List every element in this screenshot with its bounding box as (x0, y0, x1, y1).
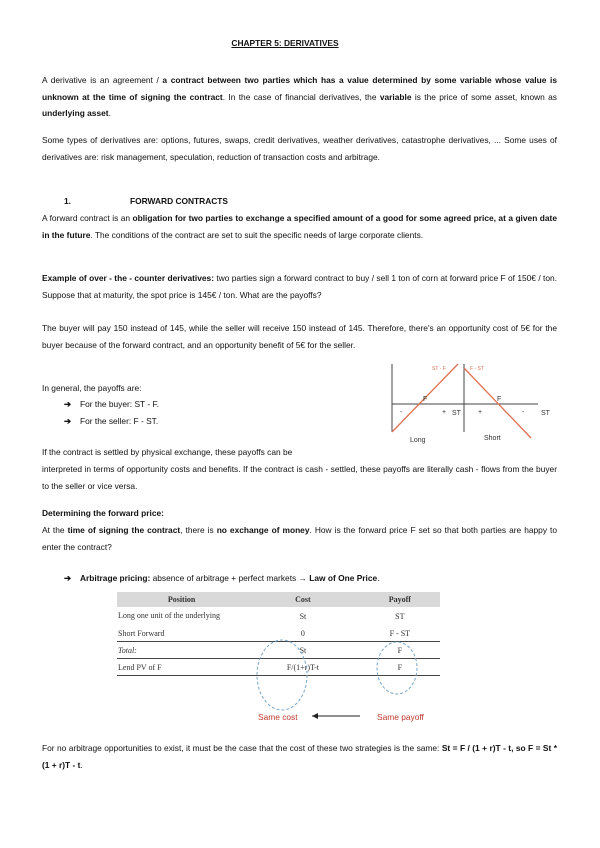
same-payoff-circle (377, 642, 417, 694)
text: . (108, 108, 111, 119)
same-payoff-label: Same payoff (377, 712, 424, 722)
text-bold: Example of over - the - counter derivatives: (42, 273, 215, 283)
text: At the (42, 525, 68, 535)
text: , there is (180, 525, 217, 535)
text: A forward contract is an (42, 213, 133, 223)
table-cell: Lend PV of F (117, 659, 246, 676)
text: absence of arbitrage + perfect markets → (150, 573, 310, 583)
heading-number: 1. (64, 196, 71, 206)
subheading: Determining the forward price: (42, 508, 164, 518)
text-bold: Law of One Price (309, 573, 378, 583)
heading-label: FORWARD CONTRACTS (130, 196, 229, 206)
axis-label: ST (541, 410, 550, 417)
table-cell: St (246, 642, 359, 659)
arrow-icon: ➔ (64, 416, 72, 426)
table-cell: Total: (117, 642, 246, 659)
plus-sign: + (442, 409, 447, 416)
minus-sign: - (522, 409, 525, 416)
paragraph-settlement-1: If the contract is settled by physical exchange, these payoffs can be (42, 447, 293, 457)
table-cell: F - ST (360, 625, 440, 642)
paragraph-types: Some types of derivatives are: options, futures, swaps, credit derivatives, weather derivatives, catastrophe derivatives, ... Some uses of derivatives are: risk management, speculation, reduction of transaction costs and arbitrage. (42, 135, 557, 162)
text: . How is the forward price F set so that both parties are happy to enter the contract? (42, 525, 558, 552)
table-cell: F/(1+r)T-t (246, 659, 359, 676)
paragraph-general: In general, the payoffs are: (42, 383, 142, 393)
text-bold: Arbitrage pricing: (80, 573, 151, 583)
header-cell: Payoff (360, 592, 440, 607)
short-caption: Short (484, 435, 501, 442)
table-cell: F (360, 642, 440, 659)
formula: St = F / (1 + r)T - t, so F = St * (1 + r)T - t (42, 743, 557, 770)
table-cell: 0 (246, 625, 359, 642)
header-cell: Cost (246, 592, 359, 607)
text-bold: variable (379, 91, 412, 102)
bullet-text: For the seller: F - ST. (80, 416, 159, 426)
text-bold: obligation for two parties to exchange a specified amount of a good for some agreed price, at a given date in the future (42, 213, 557, 240)
text-bold: a contract between two parties which has a value determined by some variable whose value is unknown at the time of signing the contract (42, 75, 557, 102)
bullet-text: For the buyer: ST - F. (80, 399, 159, 409)
table-cell: Short Forward (117, 625, 246, 642)
page-title: CHAPTER 5: DERIVATIVES (231, 38, 339, 48)
paragraph-buyer: The buyer will pay 150 instead of 145, while the seller will receive 150 instead of 145. Therefore, there's an opportunity cost of 5€ for the buyer because of the forward contract, and an opportunity benefit of 5€ for the seller. (42, 323, 557, 350)
text: A derivative is an agreement / (42, 75, 163, 85)
paragraph-settlement-2: interpreted in terms of opportunity costs and benefits. If the contract is cash - settled, these payoffs are literally cash - flows from the buyer to the seller or vice versa. (42, 464, 557, 491)
text: is the price of some asset, known as (411, 91, 557, 102)
paragraph-conclusion (42, 740, 557, 773)
short-line-label: F - ST (470, 366, 484, 372)
text: For no arbitrage opportunities to exist, it must be the case that the cost of these two strategies is the same: (42, 743, 442, 753)
text-bold: underlying asset (42, 108, 109, 119)
axis-label: ST (452, 410, 461, 417)
header-cell: Position (117, 592, 246, 607)
plus-sign: + (478, 409, 483, 416)
text: . (80, 759, 83, 770)
text: . (377, 573, 380, 583)
same-cost-circle (257, 640, 307, 710)
text-bold: no exchange of money (216, 525, 310, 535)
same-cost-label: Same cost (258, 712, 298, 722)
table-cell: Long one unit of the underlying (118, 611, 220, 620)
arrow-icon: ➔ (64, 399, 72, 409)
arrow-icon: ➔ (64, 573, 72, 583)
text: two parties sign a forward contract to buy / sell 1 ton of corn at forward price F of 150€ / ton. Suppose that at maturity, the spot price is 145€ / ton. What are the payoffs? (42, 273, 557, 300)
table-cell: ST (395, 611, 405, 621)
text-bold: time of signing the contract (67, 525, 181, 535)
table-cell: St (299, 611, 307, 621)
text: . In the case of financial derivatives, the (222, 91, 380, 102)
minus-sign: - (400, 409, 403, 416)
text: . The conditions of the contract are set to suit the specific needs of large corporate clients. (90, 229, 424, 240)
long-caption: Long (410, 437, 426, 444)
f-label: F (497, 396, 502, 403)
f-label: F (423, 396, 428, 403)
table-cell: F (360, 659, 440, 676)
arrow-head-icon (312, 713, 318, 719)
long-line-label: ST - F (432, 366, 446, 372)
